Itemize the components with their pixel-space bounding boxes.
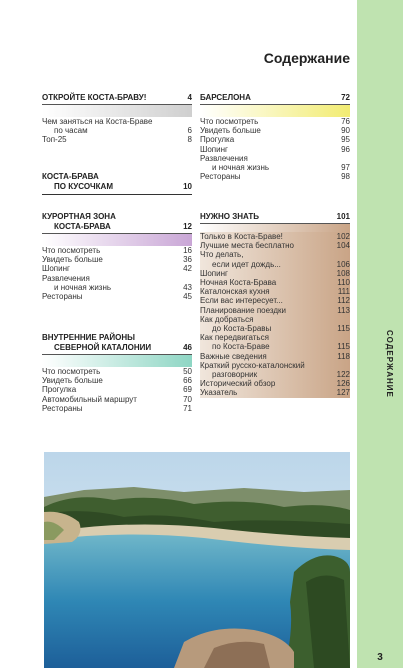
- toc-entry[interactable]: [200, 241, 350, 250]
- toc-entry-label: Лучшие места бесплатно: [200, 241, 295, 251]
- toc-entry[interactable]: [200, 315, 350, 324]
- section-heading[interactable]: БАРСЕЛОНА 72: [200, 93, 350, 102]
- toc-entry-label: Что делать,: [200, 250, 244, 260]
- toc-entry-page: 50: [183, 367, 192, 376]
- toc-entry[interactable]: [42, 126, 192, 135]
- toc-entry-label: Шопинг: [200, 144, 228, 154]
- toc-entry-page: 43: [183, 282, 192, 292]
- toc-entry[interactable]: [42, 135, 192, 144]
- toc-section-inland: [42, 333, 192, 413]
- toc-entry[interactable]: [200, 269, 350, 278]
- toc-entry-label: Увидеть больше: [200, 126, 261, 136]
- toc-entry-page: 71: [183, 403, 192, 413]
- toc-entry-label: и ночная жизнь: [212, 163, 270, 173]
- toc-entry-page: 98: [341, 172, 350, 182]
- toc-entry[interactable]: [42, 395, 192, 404]
- toc-entry-label: Шопинг: [200, 268, 228, 278]
- section-heading[interactable]: ОТКРОЙТЕ КОСТА-БРАВУ! 4: [42, 93, 192, 102]
- toc-entry[interactable]: [200, 361, 350, 370]
- toc-entry-page: 95: [341, 135, 350, 145]
- toc-entry[interactable]: [42, 255, 192, 264]
- toc-entry-label: Шопинг: [42, 264, 70, 274]
- toc-entry-page: 115: [337, 342, 350, 352]
- page-title: Содержание: [263, 50, 350, 66]
- toc-entry-page: 96: [341, 144, 350, 154]
- section-heading[interactable]: КУРОРТНАЯ ЗОНА КОСТА-БРАВА 12: [42, 212, 192, 231]
- coast-photo: [44, 452, 350, 668]
- toc-entry-label: Указатель: [200, 388, 238, 398]
- page-number: 3: [377, 652, 383, 663]
- toc-entry-label: Ночная Коста-Брава: [200, 278, 277, 288]
- toc-entry[interactable]: [200, 135, 350, 144]
- toc-entry[interactable]: [42, 376, 192, 385]
- toc-entry-label: Развлечения: [200, 153, 248, 163]
- toc-entry[interactable]: [42, 283, 192, 292]
- toc-entry[interactable]: [200, 260, 350, 269]
- toc-entry-label: Как передвигаться: [200, 333, 269, 343]
- toc-entry[interactable]: [200, 379, 350, 388]
- section-color-bar: [200, 223, 350, 232]
- toc-entry-page: 97: [341, 163, 350, 173]
- toc-entry[interactable]: [200, 333, 350, 342]
- toc-section-pieces: [42, 172, 192, 195]
- toc-entry-page: 110: [337, 278, 350, 288]
- toc-entry-page: 104: [336, 241, 350, 251]
- toc-entry-page: 126: [336, 379, 350, 389]
- toc-entry-label: Что посмотреть: [200, 117, 259, 126]
- toc-entry[interactable]: [200, 287, 350, 296]
- toc-entry-page: 8: [187, 135, 192, 145]
- toc-entry[interactable]: [200, 163, 350, 172]
- section-color-bar: [200, 104, 350, 117]
- toc-entry-page: 106: [336, 259, 350, 269]
- toc-entry-label: Каталонская кухня: [200, 287, 270, 297]
- toc-entry-page: 115: [337, 324, 350, 334]
- toc-entry-page: 111: [337, 287, 350, 297]
- side-label: СОДЕРЖАНИЕ: [385, 330, 394, 398]
- toc-entry[interactable]: [200, 370, 350, 379]
- toc-entry[interactable]: [200, 278, 350, 287]
- toc-entry-label: Развлечения: [42, 273, 90, 283]
- toc-entry-page: 70: [183, 394, 192, 404]
- toc-entry-label: Как добраться: [200, 314, 254, 324]
- toc-entry[interactable]: [200, 250, 350, 259]
- toc-section-resort: [42, 212, 192, 301]
- toc-entry[interactable]: [200, 324, 350, 333]
- toc-entry-page: 6: [187, 126, 192, 136]
- toc-entry[interactable]: [200, 388, 350, 397]
- toc-entry[interactable]: [200, 126, 350, 135]
- toc-entry-page: 66: [183, 376, 192, 386]
- toc-entry-label: Если вас интересует...: [200, 296, 283, 306]
- toc-entry-label: Рестораны: [200, 172, 241, 182]
- toc-entry[interactable]: [42, 404, 192, 413]
- toc-entry-label: до Коста-Бравы: [212, 324, 272, 334]
- toc-entry-page: 45: [183, 292, 192, 302]
- toc-entry-label: Что посмотреть: [42, 367, 101, 376]
- toc-entry-page: 36: [183, 255, 192, 265]
- toc-section-need-to-know: [200, 212, 350, 398]
- section-heading[interactable]: НУЖНО ЗНАТЬ 101: [200, 212, 350, 221]
- toc-entry-page: 118: [337, 351, 350, 361]
- toc-entry[interactable]: [200, 172, 350, 181]
- section-heading[interactable]: ВНУТРЕННИЕ РАЙОНЫ СЕВЕРНОЙ КАТАЛОНИИ 46: [42, 333, 192, 352]
- toc-entry[interactable]: [200, 296, 350, 305]
- toc-entry[interactable]: [200, 352, 350, 361]
- toc-entry[interactable]: [200, 117, 350, 126]
- toc-entry-label: Что посмотреть: [42, 246, 101, 255]
- toc-entry-page: 69: [183, 385, 192, 395]
- toc-entry-label: Прогулка: [42, 385, 77, 395]
- toc-entry[interactable]: [42, 385, 192, 394]
- toc-entry-label: Увидеть больше: [42, 255, 103, 265]
- toc-section-discover: [42, 93, 192, 145]
- section-color-bar: [42, 354, 192, 367]
- toc-entry-label: Автомобильный маршрут: [42, 394, 137, 404]
- toc-entry[interactable]: [42, 264, 192, 273]
- section-color-bar: [42, 233, 192, 246]
- toc-entry-page: 112: [337, 296, 350, 306]
- toc-entry-label: разговорник: [212, 370, 258, 380]
- toc-entry-label: Важные сведения: [200, 351, 267, 361]
- toc-entry-page: 122: [336, 370, 350, 380]
- toc-entry-page: 127: [336, 388, 350, 398]
- toc-entry-label: и ночная жизнь: [54, 282, 112, 292]
- toc-entry-label: по часам: [54, 126, 88, 136]
- toc-entry[interactable]: [200, 342, 350, 351]
- toc-entry-label: Только в Коста-Браве!: [200, 232, 283, 241]
- toc-entry-label: Рестораны: [42, 403, 83, 413]
- toc-section-barcelona: [200, 93, 350, 181]
- toc-entry-page: 42: [183, 264, 192, 274]
- toc-entry-page: 90: [341, 126, 350, 136]
- toc-entry-label: по Коста-Браве: [212, 342, 270, 352]
- toc-entry[interactable]: [42, 292, 192, 301]
- toc-entry-page: 16: [183, 246, 192, 255]
- toc-entry-label: Увидеть больше: [42, 376, 103, 386]
- section-heading[interactable]: КОСТА-БРАВА ПО КУСОЧКАМ 10: [42, 172, 192, 191]
- toc-entry-page: 113: [337, 305, 350, 315]
- toc-entry[interactable]: [42, 367, 192, 376]
- toc-entry-label: Планирование поездки: [200, 305, 287, 315]
- section-color-bar: [42, 104, 192, 117]
- toc-entry-label: Прогулка: [200, 135, 235, 145]
- toc-entry-label: Топ-25: [42, 135, 67, 145]
- toc-entry[interactable]: [200, 232, 350, 241]
- toc-entry[interactable]: [42, 117, 192, 126]
- toc-entry-page: 108: [336, 268, 350, 278]
- toc-entry-label: Чем заняться на Коста-Браве: [42, 117, 153, 126]
- toc-entry-label: если идет дождь...: [212, 259, 281, 269]
- toc-entry[interactable]: [42, 274, 192, 283]
- toc-entry-page: 102: [336, 232, 350, 241]
- divider: [42, 194, 192, 195]
- toc-entry[interactable]: [200, 306, 350, 315]
- toc-entry[interactable]: [200, 145, 350, 154]
- toc-entry[interactable]: [200, 154, 350, 163]
- toc-entry[interactable]: [42, 246, 192, 255]
- toc-entry-label: Рестораны: [42, 292, 83, 302]
- toc-entry-page: 76: [341, 117, 350, 126]
- toc-entry-label: Исторический обзор: [200, 379, 276, 389]
- toc-entry-label: Краткий русско-каталонский: [200, 360, 305, 370]
